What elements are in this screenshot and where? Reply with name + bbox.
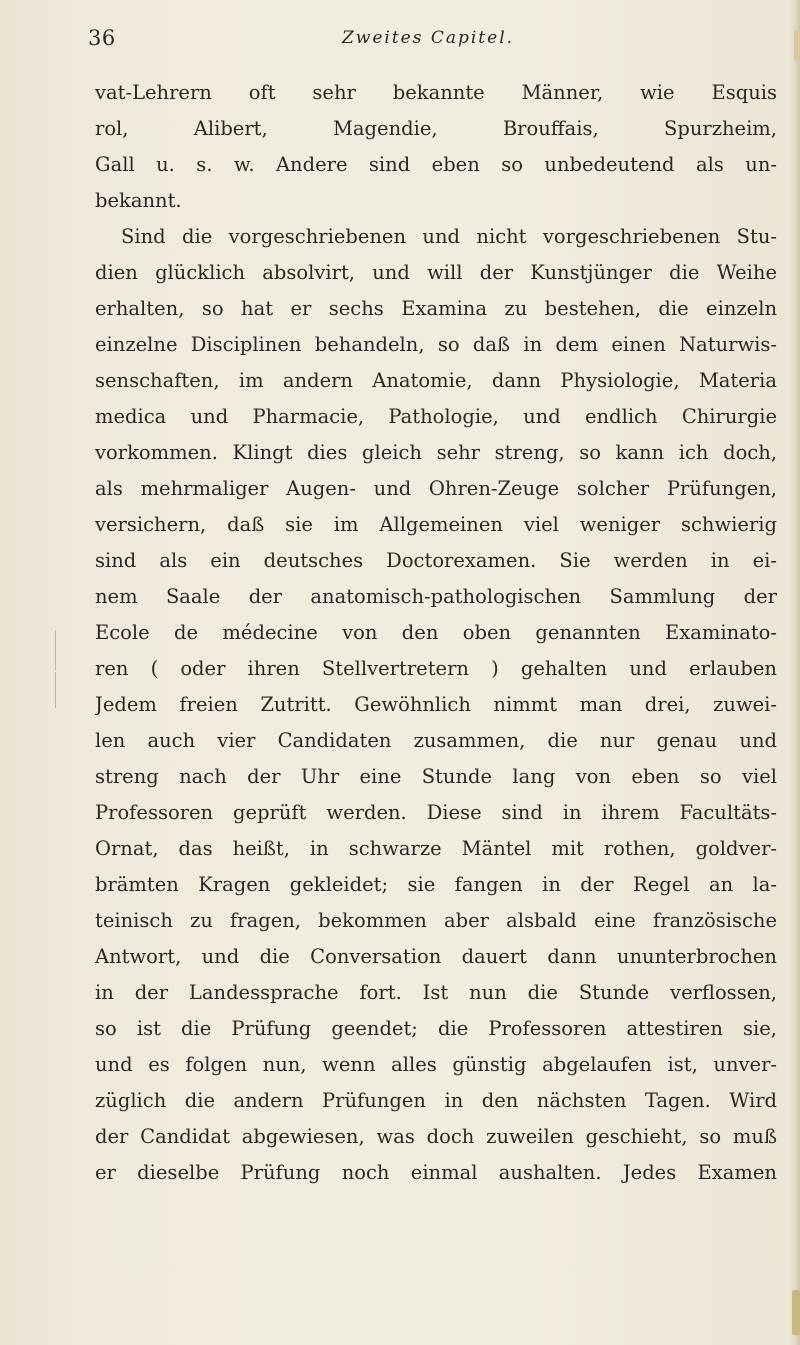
text-line: bekannt. — [95, 189, 182, 212]
text-line: versichern, daß sie im Allgemeinen viel weniger schwierig — [95, 513, 777, 536]
text-line: rol, Alibert, Magendie, Brouffais, Spurzheim, — [95, 117, 777, 140]
text-line: und es folgen nun, wenn alles günstig abgelaufen ist, unver- — [95, 1053, 777, 1076]
text-line: len auch vier Candidaten zusammen, die nur genau und — [95, 729, 777, 752]
text-line: vorkommen. Klingt dies gleich sehr streng, so kann ich doch, — [95, 441, 777, 464]
text-line: vat-Lehrern oft sehr bekannte Männer, wie Esquis — [95, 81, 777, 104]
text-line: in der Landessprache fort. Ist nun die Stunde verflossen, — [95, 981, 777, 1004]
text-line: Ornat, das heißt, in schwarze Mäntel mit rothen, goldver- — [95, 837, 777, 860]
text-line: der Candidat abgewiesen, was doch zuweilen geschieht, so muß — [95, 1125, 777, 1148]
margin-pencil-mark — [55, 630, 56, 670]
body-text — [95, 75, 777, 1191]
text-line: dien glücklich absolvirt, und will der Kunstjünger die Weihe — [95, 261, 777, 284]
text-line: erhalten, so hat er sechs Examina zu bestehen, die einzeln — [95, 297, 777, 320]
paper-stain — [792, 1290, 800, 1335]
text-line: züglich die andern Prüfungen in den nächsten Tagen. Wird — [95, 1089, 777, 1112]
text-line: Sind die vorgeschriebenen und nicht vorgeschriebenen Stu- — [121, 225, 777, 248]
text-line: so ist die Prüfung geendet; die Professoren attestiren sie, — [95, 1017, 777, 1040]
margin-pencil-mark — [55, 672, 56, 708]
text-line: brämten Kragen gekleidet; sie fangen in der Regel an la- — [95, 873, 777, 896]
text-line: als mehrmaliger Augen- und Ohren-Zeuge solcher Prüfungen, — [95, 477, 777, 500]
text-line: teinisch zu fragen, bekommen aber alsbald eine französische — [95, 909, 777, 932]
text-line: Professoren geprüft werden. Diese sind in ihrem Facultäts- — [95, 801, 777, 824]
page-number: 36 — [88, 26, 116, 50]
text-line: sind als ein deutsches Doctorexamen. Sie werden in ei- — [95, 549, 777, 572]
page-edge — [786, 0, 800, 1345]
text-line: Gall u. s. w. Andere sind eben so unbedeutend als un- — [95, 153, 777, 176]
paper-stain — [794, 30, 800, 60]
text-line: er dieselbe Prüfung noch einmal aushalten. Jedes Examen — [95, 1161, 777, 1184]
running-head: Zweites Capitel. — [341, 28, 515, 48]
text-line: streng nach der Uhr eine Stunde lang von eben so viel — [95, 765, 777, 788]
text-line: Jedem freien Zutritt. Gewöhnlich nimmt man drei, zuwei- — [95, 693, 777, 716]
text-line: ren ( oder ihren Stellvertretern ) gehalten und erlauben — [95, 657, 777, 680]
text-line: nem Saale der anatomisch-pathologischen Sammlung der — [95, 585, 777, 608]
text-line: einzelne Disciplinen behandeln, so daß in dem einen Naturwis- — [95, 333, 777, 356]
page-header — [88, 26, 768, 56]
text-line: medica und Pharmacie, Pathologie, und endlich Chirurgie — [95, 405, 777, 428]
text-line: Antwort, und die Conversation dauert dann ununterbrochen — [95, 945, 777, 968]
text-line: senschaften, im andern Anatomie, dann Physiologie, Materia — [95, 369, 777, 392]
text-line: Ecole de médecine von den oben genannten Examinato- — [95, 621, 777, 644]
